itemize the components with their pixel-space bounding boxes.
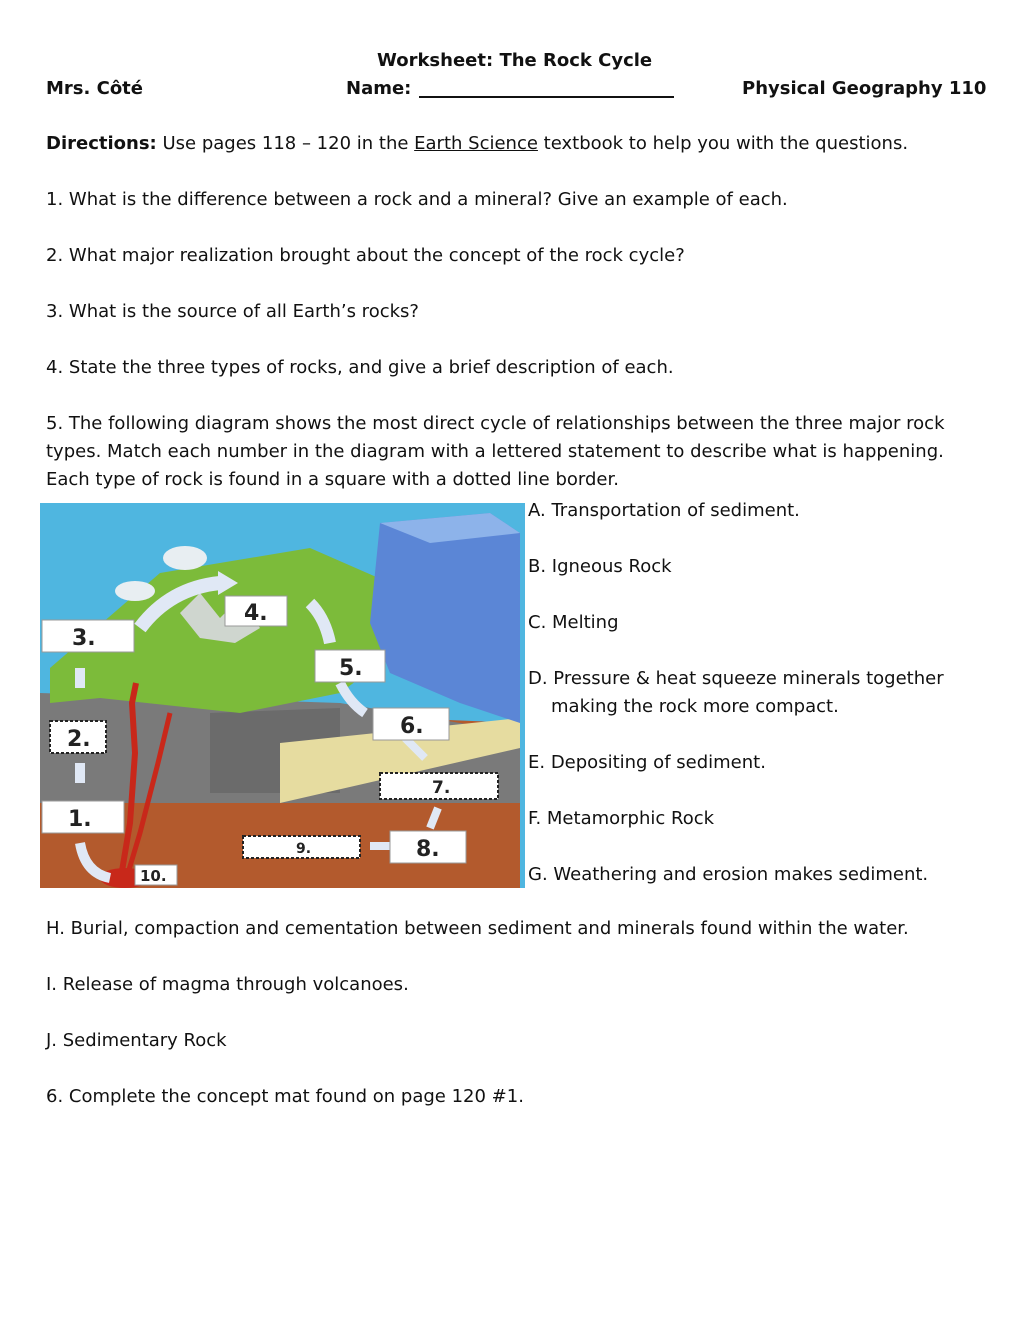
directions [46, 130, 908, 158]
label-9: 9. [296, 841, 312, 857]
label-box-4 [225, 596, 287, 626]
statement-f: F. Metamorphic Rock [528, 808, 715, 829]
directions-text-before: Use pages 118 – 120 in the [162, 133, 409, 154]
statement-d-continued: making the rock more compact. [551, 696, 839, 717]
label-2: 2. [67, 727, 91, 752]
question-4: 4. State the three types of rocks, and give a brief description of each. [46, 357, 674, 378]
cloud-icon [115, 581, 155, 601]
statement-a: A. Transportation of sediment. [528, 500, 800, 521]
label-4: 4. [244, 601, 268, 626]
teacher-name: Mrs. Côté [46, 78, 143, 99]
worksheet-title: Worksheet: The Rock Cycle [377, 50, 653, 71]
label-6: 6. [400, 714, 424, 739]
label-box-8 [390, 831, 466, 863]
statement-c: C. Melting [528, 612, 619, 633]
label-box-6 [373, 708, 449, 740]
label-box-5 [315, 650, 385, 682]
question-1: 1. What is the difference between a rock and a mineral? Give an example of each. [46, 189, 788, 210]
question-3: 3. What is the source of all Earth’s rocks? [46, 301, 419, 322]
textbook-title: Earth Science [414, 133, 538, 154]
directions-label: Directions: [46, 133, 157, 154]
directions-text-after: textbook to help you with the questions. [543, 133, 909, 154]
statement-i: I. Release of magma through volcanoes. [46, 974, 409, 995]
label-box-2 [50, 721, 106, 753]
question-5: 5. The following diagram shows the most direct cycle of relationships between the three major rock types. Match each number in the diagram with a lettered statement to describe what is happening. Each type of rock is found in a square with a dotted line border. [46, 413, 945, 490]
label-box-3 [42, 620, 134, 652]
course-name: Physical Geography 110 [742, 78, 987, 99]
statement-h: H. Burial, compaction and cementation between sediment and minerals found within the water. [46, 918, 909, 939]
label-box-10 [135, 865, 177, 885]
question-6: 6. Complete the concept mat found on page 120 #1. [46, 1086, 524, 1107]
statement-b: B. Igneous Rock [528, 556, 672, 577]
label-1: 1. [68, 807, 92, 832]
label-10: 10. [140, 867, 167, 885]
label-5: 5. [339, 656, 363, 681]
label-box-1 [42, 801, 124, 833]
label-box-7 [380, 773, 498, 799]
statement-d: D. Pressure & heat squeeze minerals together [528, 668, 944, 689]
question-2: 2. What major realization brought about the concept of the rock cycle? [46, 245, 685, 266]
statement-g: G. Weathering and erosion makes sediment. [528, 864, 929, 885]
rock-cycle-diagram [40, 503, 525, 888]
label-3: 3. [72, 626, 96, 651]
label-8: 8. [416, 837, 440, 862]
statement-j: J. Sedimentary Rock [46, 1030, 227, 1051]
cloud-icon [163, 546, 207, 570]
student-name-field[interactable] [346, 78, 674, 99]
statement-e: E. Depositing of sediment. [528, 752, 766, 773]
label-box-9 [243, 836, 360, 858]
name-label: Name: [346, 78, 412, 99]
label-7: 7. [432, 778, 451, 798]
name-blank-line[interactable] [419, 78, 674, 98]
